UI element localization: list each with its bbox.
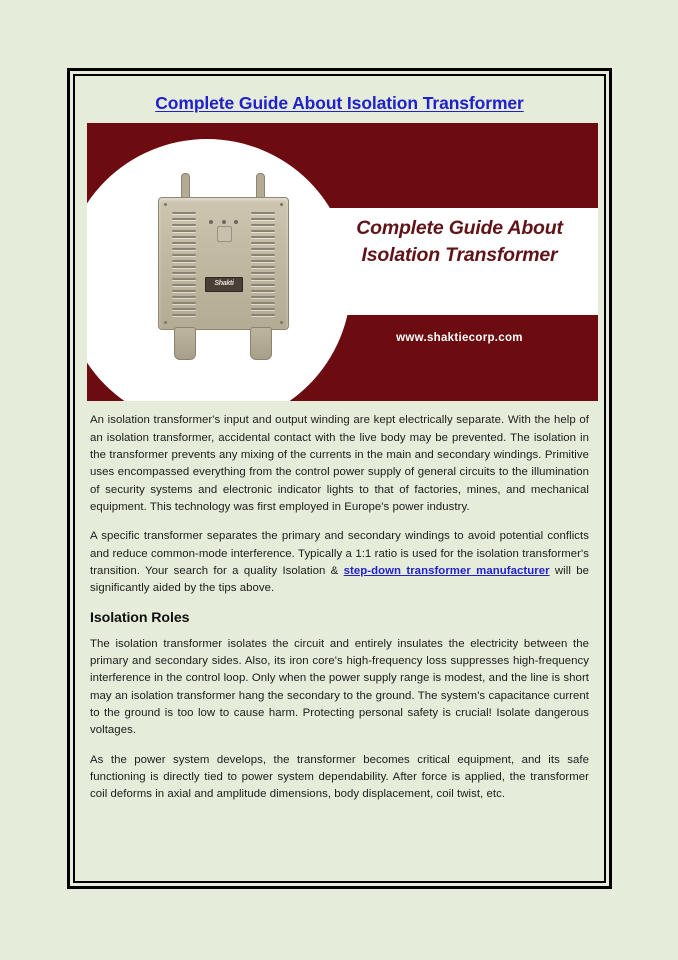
paragraph-text-before-link: A specific transformer separates the primary and secondary windings to avoid potential conflicts and reduce common-mode interference. Typically a 1:1 ratio is used for the isolation transformer's transition. Your search for a quality Isolation & bbox=[90, 530, 589, 577]
video-thumbnail-banner[interactable] bbox=[87, 123, 598, 401]
transformer-brand-label-text: Shakti bbox=[214, 280, 234, 288]
transformer-brand-label bbox=[205, 277, 243, 292]
paragraph-specific-transformer bbox=[90, 528, 589, 597]
transformer-foot-left bbox=[174, 327, 196, 360]
transformer-screw bbox=[164, 203, 167, 206]
article-body bbox=[87, 401, 592, 803]
transformer-vent-right bbox=[251, 212, 275, 316]
transformer-terminal-knobs bbox=[209, 220, 238, 224]
paragraph-intro: An isolation transformer's input and output winding are kept electrically separate. With the help of an isolation transformer, accidental contact with the live body may be prevented. The isolation in the transformer prevents any mixing of the currents in the main and secondary windings. Primitive uses encompassed everything from the control power supply of general circuits to the illumination of security systems and electronic indicator lights to that of factories, mines, and mechanical equipment. This technology was first employed in Europe's power industry. bbox=[90, 414, 589, 513]
transformer-vent-left bbox=[172, 212, 196, 316]
isolation-transformer-photo bbox=[155, 173, 290, 363]
section-heading-isolation-roles: Isolation Roles bbox=[90, 609, 190, 626]
document-frame-inner bbox=[73, 74, 606, 883]
page-title[interactable]: Complete Guide About Isolation Transformer bbox=[155, 93, 524, 113]
paragraph-text-after-link: will be significantly aided by the tips above. bbox=[90, 564, 589, 595]
transformer-screw bbox=[280, 321, 283, 324]
step-down-transformer-manufacturer-link[interactable]: step-down transformer manufacturer bbox=[343, 564, 550, 577]
banner-website-url: www.shaktiecorp.com bbox=[396, 332, 523, 345]
transformer-screw bbox=[164, 321, 167, 324]
transformer-enclosure bbox=[158, 197, 289, 330]
paragraph-power-system: As the power system develops, the transformer becomes critical equipment, and its safe functioning is directly tied to power system dependability. After force is applied, the transformer coil deforms in axial and amplitude dimensions, body displacement, coil twist, etc. bbox=[90, 753, 589, 801]
transformer-foot-right bbox=[250, 327, 272, 360]
document-frame bbox=[67, 68, 612, 889]
paragraph-isolation-roles: The isolation transformer isolates the circuit and entirely insulates the electricity between the primary and secondary sides. Also, its iron core's high-frequency loss suppresses high-frequency interference in the control loop. Only when the power supply range is modest, and the line is short may an isolation transformer hang the secondary to the ground. The system's capacitance current to the ground is too low to cause harm. Protecting personal safety is crucial! Isolate dangerous voltages. bbox=[90, 637, 589, 737]
banner-headline: Complete Guide About Isolation Transformer bbox=[356, 217, 563, 267]
transformer-center-plate bbox=[217, 226, 232, 242]
transformer-screw bbox=[280, 203, 283, 206]
